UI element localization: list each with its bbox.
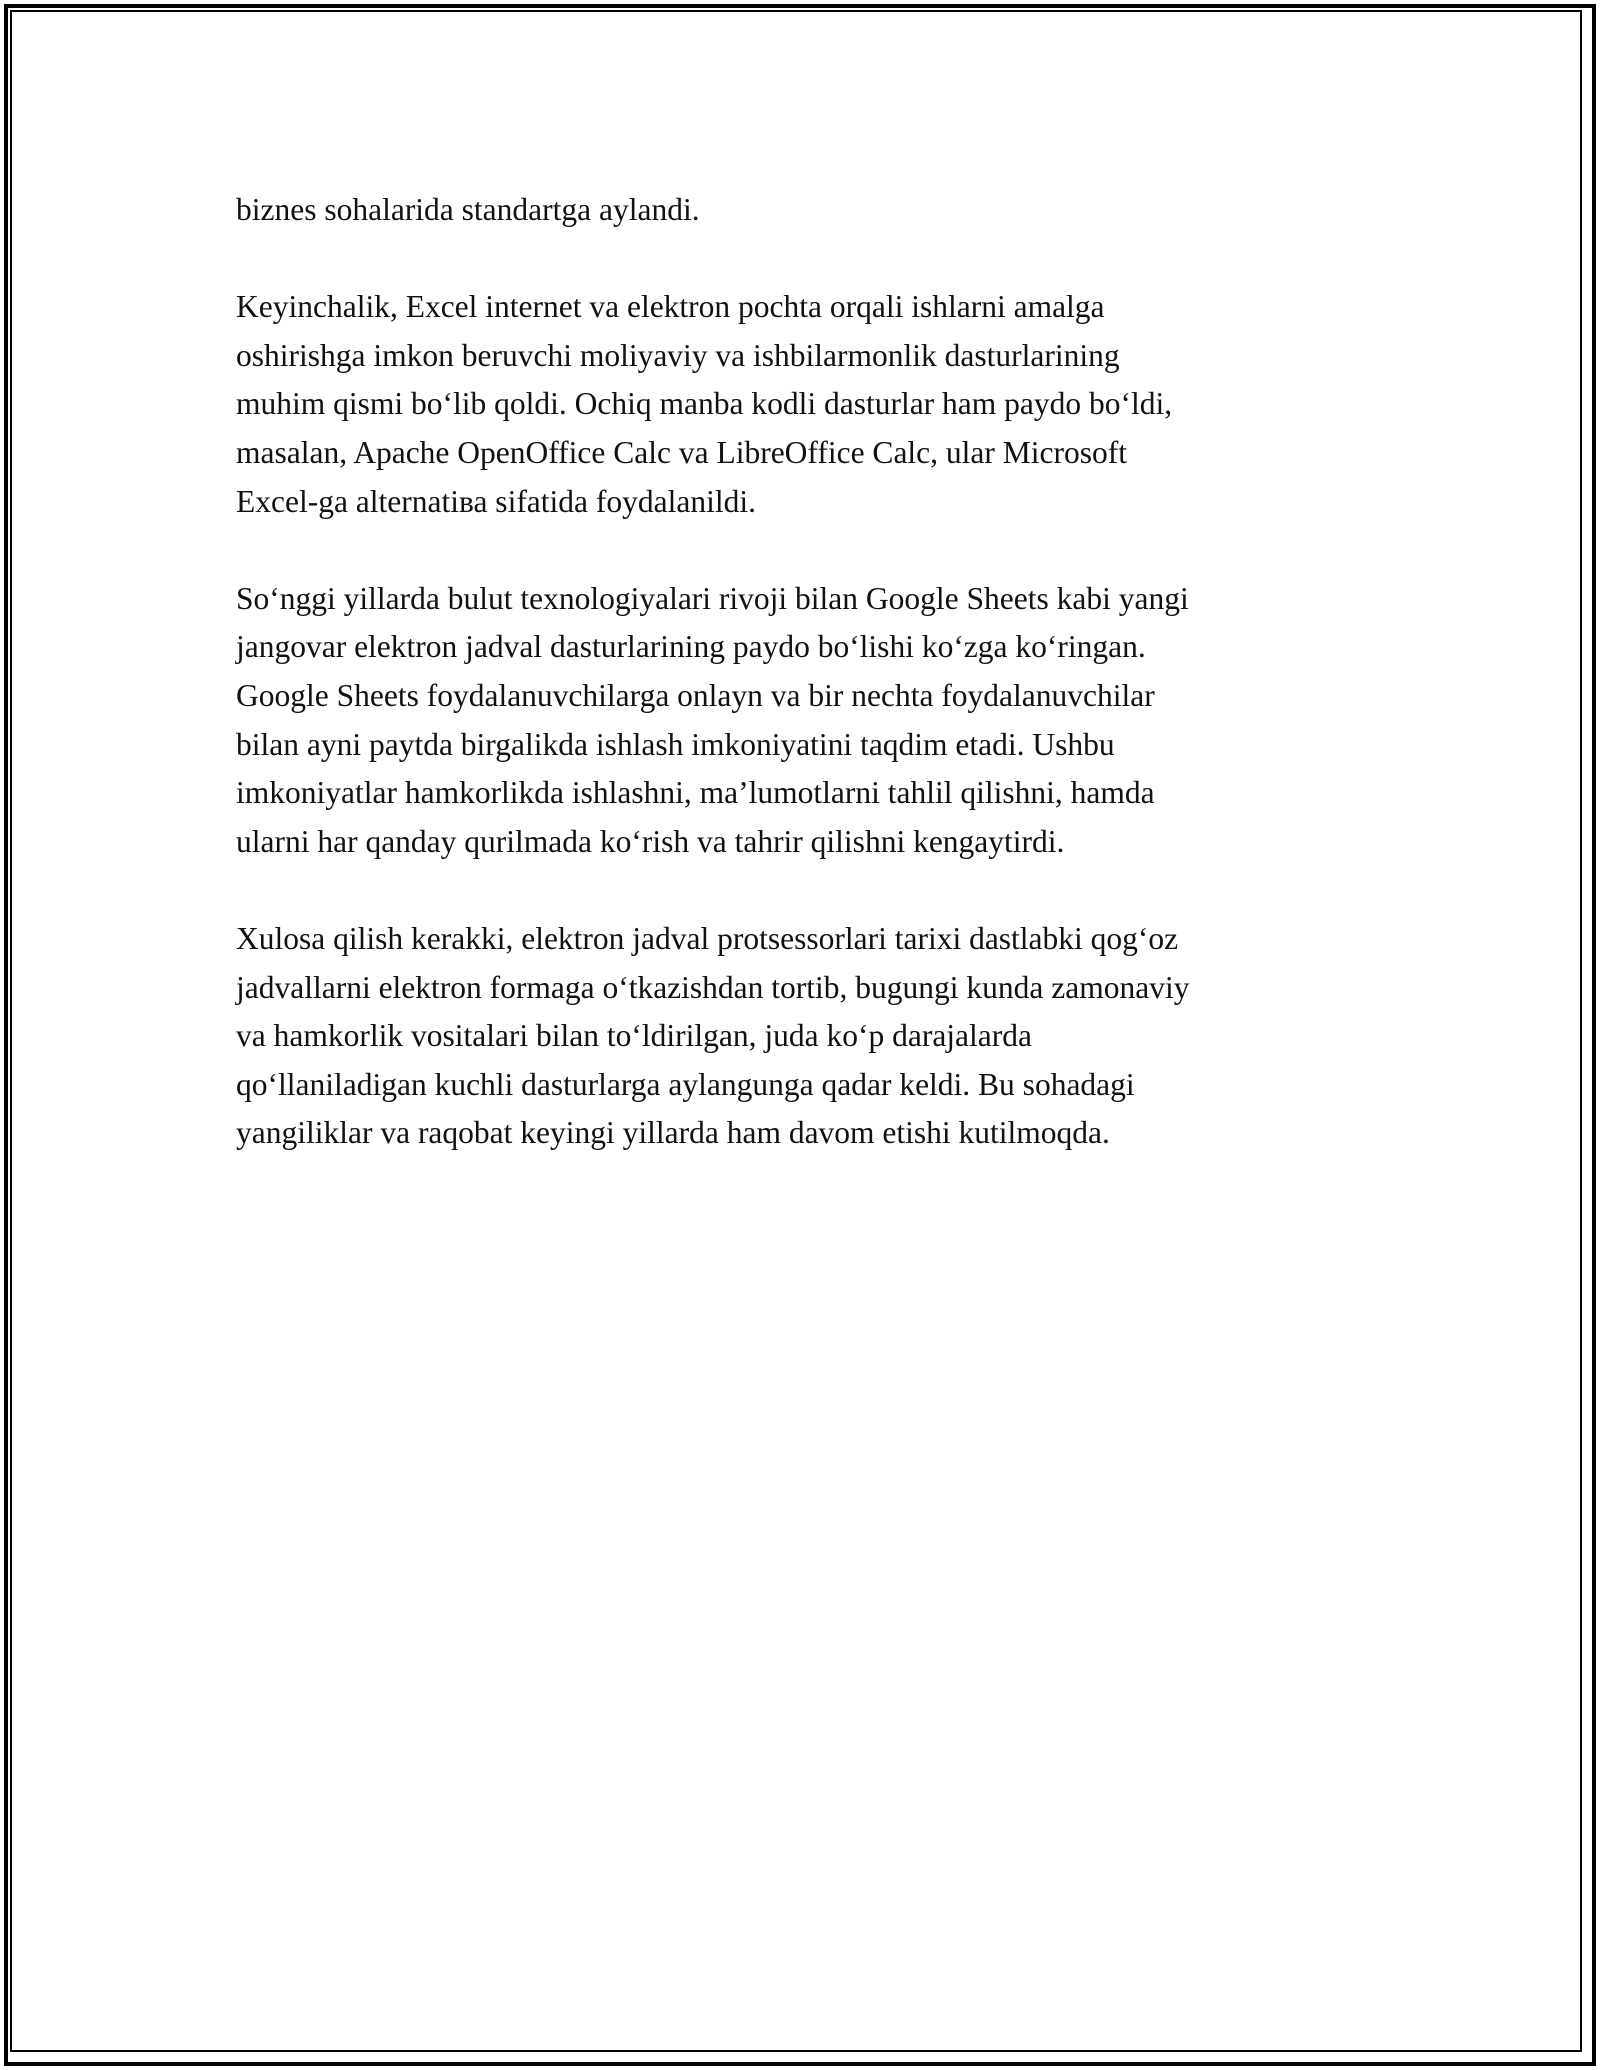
paragraph-conclusion: Xulosa qilish kerakki, elektron jadval protsessorlari tarixi dastlabki qog‘oz jadvallarni elektron formaga o‘tkazishdan tortib, bugungi kunda zamonaviy va hamkorlik vositalari bilan to‘ldirilgan, juda ko‘p darajalarda qo‘llaniladigan kuchli dasturlarga aylangunga qadar keldi. Bu sohadagi yangiliklar va raqobat keyingi yillarda ham davom etishi kutilmoqda.	[236, 920, 1190, 1151]
document-body	[236, 186, 1386, 1206]
paragraph-google-sheets: So‘nggi yillarda bulut texnologiyalari rivoji bilan Google Sheets kabi yangi jangovar elektron jadval dasturlarining paydo bo‘lishi ko‘zga ko‘ringan. Google Sheets foydalanuvchilarga onlayn va bir nechta foydalanuvchilar bilan ayni paytda birgalikda ishlash imkoniyatini taqdim etadi. Ushbu imkoniyatlar hamkorlikda ishlashni, ma’lumotlarni tahlil qilishni, hamda ularni har qanday qurilmada ko‘rish va tahrir qilishni kengaytirdi.	[236, 580, 1189, 859]
paragraph-excel-alternatives: Keyinchalik, Excel internet va elektron pochta orqali ishlarni amalga oshirishga imkon beruvchi moliyaviy va ishbilarmonlik dasturlarining muhim qismi bo‘lib qoldi. Ochiq manba kodli dasturlar ham paydo bo‘ldi, masalan, Apache OpenOffice Calc va LibreOffice Calc, ular Microsoft Excel-ga alternatiва sifatida foydalanildi.	[236, 289, 1173, 519]
paragraph-intro-continuation: biznes sohalarida standartga aylandi.	[236, 192, 700, 227]
